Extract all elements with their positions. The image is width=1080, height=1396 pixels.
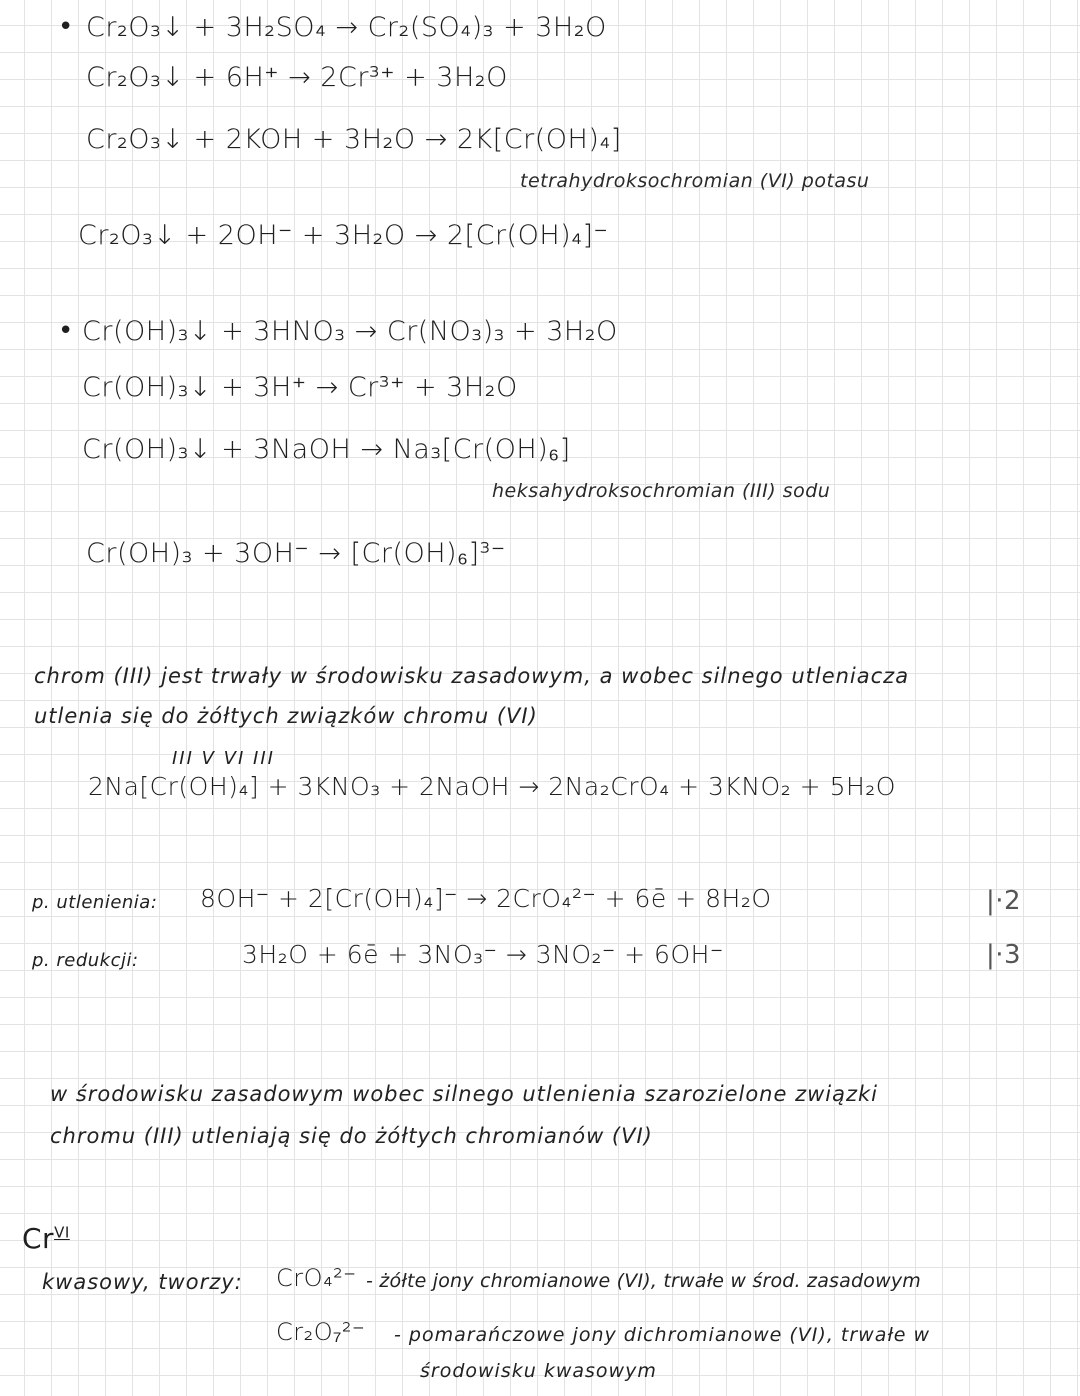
oxidation-multiplier: |·2	[986, 886, 1022, 916]
equation-cr2o3-koh: Cr₂O₃↓ + 2KOH + 3H₂O → 2K[Cr(OH)₄]	[86, 124, 622, 155]
ion-dichromate: Cr₂O₇²⁻	[276, 1318, 366, 1346]
reduction-multiplier: |·3	[986, 940, 1022, 970]
compound-name-tetrahydroxo: tetrahydroksochromian (VI) potasu	[520, 170, 870, 192]
oxidation-state-marks: III V VI III	[172, 748, 275, 769]
ion-dichromate-description-line2: środowisku kwasowym	[420, 1360, 657, 1382]
ion-chromate: CrO₄²⁻	[276, 1264, 357, 1292]
note-chromium-iii-line1: chrom (III) jest trwały w środowisku zasadowym, a wobec silnego utleniacza	[34, 664, 910, 688]
reduction-half-label: p. redukcji:	[32, 950, 139, 971]
oxidation-half-equation: 8OH⁻ + 2[Cr(OH)₄]⁻ → 2CrO₄²⁻ + 6ē + 8H₂O	[200, 884, 772, 913]
note-alkaline-line2: chromu (III) utleniają się do żółtych chromianów (VI)	[50, 1124, 653, 1148]
equation-croh3-oh-minus: Cr(OH)₃ + 3OH⁻ → [Cr(OH)₆]³⁻	[86, 538, 506, 569]
cr-vi-heading	[22, 1222, 70, 1255]
oxidation-half-label: p. utlenienia:	[32, 892, 158, 913]
equation-cr2o3-h-plus: Cr₂O₃↓ + 6H⁺ → 2Cr³⁺ + 3H₂O	[86, 62, 508, 93]
equation-croh3-h-plus: Cr(OH)₃↓ + 3H⁺ → Cr³⁺ + 3H₂O	[82, 372, 518, 403]
cr-oxidation-state: VI	[54, 1223, 70, 1242]
note-alkaline-line1: w środowisku zasadowym wobec silnego utlenienia szarozielone związki	[50, 1082, 878, 1106]
note-chromium-iii-line2: utlenia się do żółtych związków chromu (VI)	[34, 704, 538, 728]
equation-croh3-naoh: Cr(OH)₃↓ + 3NaOH → Na₃[Cr(OH)₆]	[82, 434, 571, 465]
ion-chromate-description: - żółte jony chromianowe (VI), trwałe w środ. zasadowym	[366, 1270, 921, 1292]
reduction-half-equation: 3H₂O + 6ē + 3NO₃⁻ → 3NO₂⁻ + 6OH⁻	[242, 940, 724, 969]
bullet-2: •	[58, 316, 74, 346]
cr-vi-intro: kwasowy, tworzy:	[42, 1270, 243, 1294]
equation-cr2o3-oh-minus: Cr₂O₃↓ + 2OH⁻ + 3H₂O → 2[Cr(OH)₄]⁻	[78, 220, 609, 251]
equation-croh3-hno3: Cr(OH)₃↓ + 3HNO₃ → Cr(NO₃)₃ + 3H₂O	[82, 316, 618, 347]
cr-symbol: Cr	[22, 1222, 55, 1255]
compound-name-hexahydroxo: heksahydroksochromian (III) sodu	[492, 480, 831, 502]
bullet-1: •	[58, 12, 74, 42]
ion-dichromate-description-line1: - pomarańczowe jony dichromianowe (VI), trwałe w	[394, 1324, 931, 1346]
redox-equation: 2Na[Cr(OH)₄] + 3KNO₃ + 2NaOH → 2Na₂CrO₄ + 3KNO₂ + 5H₂O	[88, 772, 896, 801]
equation-cr2o3-h2so4: Cr₂O₃↓ + 3H₂SO₄ → Cr₂(SO₄)₃ + 3H₂O	[86, 12, 607, 43]
